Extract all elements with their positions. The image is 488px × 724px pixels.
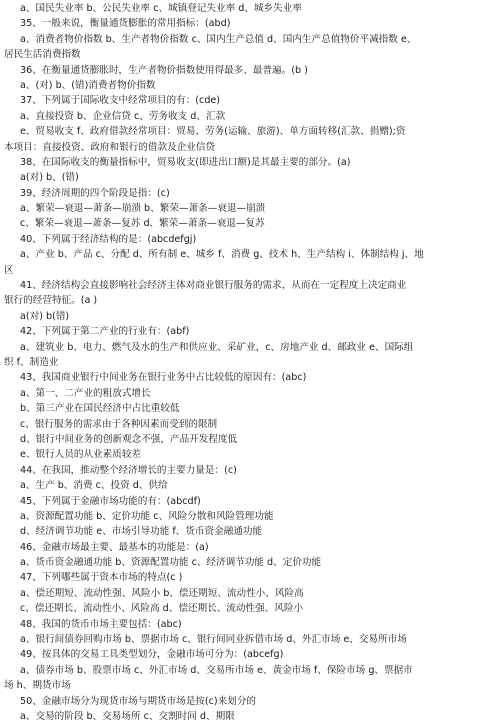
text-line: b、第三产业在国民经济中占比重较低 (20, 403, 180, 415)
text-line: 43、我国商业银行中间业务在银行业务中占比较低的原因有：(abc) (20, 372, 307, 384)
text-line: a、交易的阶段 b、交易场所 c、交割时间 d、期限 (20, 710, 235, 722)
text-line: 45、下列属于金融市场功能的有：(abcdf) (20, 495, 201, 507)
text-line: 42、下列属于第二产业的行业有：(abf) (20, 326, 190, 338)
text-line: a、产业 b、产品 c、分配 d、所有制 e、城乡 f、消费 g、技术 h、生产结构 i、体制结构 j、地 (20, 249, 424, 261)
text-line: 46、金融市场最主要、最基本的功能是：(a) (20, 541, 209, 553)
text-line: a、繁荣—衰退—萧条—崩溃 b、繁荣—萧条—衰退—崩溃 (20, 203, 266, 215)
text-line: 银行的经营特征。(a ) (4, 295, 98, 307)
text-line: 40、下列属于经济结构的是：(abcdefgj) (20, 233, 197, 245)
text-line: 35、一般来说，衡量通货膨胀的常用指标：(abd) (20, 18, 231, 30)
text-line: 41、经济结构会直接影响社会经济主体对商业银行服务的需求，从而在一定程度上决定商业 (20, 280, 407, 292)
text-line: a(对) b(错) (20, 310, 70, 322)
text-line: 48、我国的货币市场主要包括：(abc) (20, 618, 182, 630)
text-line: a、建筑业 b、电力、燃气及水的生产和供应业、采矿业，c、房地产业 d、邮政业 e、国际组 (20, 341, 414, 353)
text-line: a(对) b、(错) (20, 172, 79, 184)
text-line: a、直接投资 b、企业信贷 c、劳务收支 d、汇款 (20, 110, 226, 122)
text-line: e、银行人员的从业素质较差 (20, 449, 142, 461)
text-line: 区 (4, 264, 14, 276)
text-line: 36、在衡量通货膨胀时，生产者物价指数使用得最多、最普遍。(b ) (20, 64, 308, 76)
text-line: a、生产 b、消费 c、投资 d、供给 (20, 480, 168, 492)
text-line: 居民生活消费指数 (4, 49, 81, 61)
text-line: 50、金融市场分为现货市场与期货市场是按(c)来划分的 (20, 695, 257, 707)
text-line: 39、经济周期的四个阶段是指：(c) (20, 187, 170, 199)
text-line: 44、在我国，推动整个经济增长的主要力量是：(c) (20, 464, 237, 476)
text-line: a、债券市场 b、股票市场 c、外汇市场 d、交易所市场 e、黄金市场 f、保险市场 g、票据市 (20, 664, 413, 676)
text-line: 本项目：直接投资、政府和银行的借款及企业信贷 (4, 141, 216, 153)
text-line: c、繁荣—衰退—萧条—复苏 d、繁荣—萧条—衰退—复苏 (20, 218, 265, 230)
text-line: c、偿还期长、流动性小、风险高 d、偿还期长、流动性强、风险小 (20, 603, 304, 615)
text-line: e、贸易收支 f、政府借款经常项目：贸易、劳务(运输、旅游)、单方面转移(汇款、捐赠);资 (20, 126, 406, 138)
text-line: 38、在国际收支的衡量指标中，贸易收支(即进出口额)是其最主要的部分。(a) (20, 156, 351, 168)
text-line: d、银行中间业务的创新观念不强，产品开发程度低 (20, 433, 238, 445)
text-line: c、银行服务的需求由于各种因素而受到的限制 (20, 418, 218, 430)
text-line: a、资源配置功能 b、定价功能 c、风险分散和风险管理功能 (20, 510, 274, 522)
text-line: 场 h、期货市场 (4, 680, 71, 692)
text-line: 47、下列哪些属于资本市场的特点(c ) (20, 572, 183, 584)
text-line: a、第一、二产业的粗放式增长 (20, 387, 151, 399)
text-line: a、货币资金融通功能 b、资源配置功能 c、经济调节功能 d、定价功能 (20, 557, 322, 569)
text-line: a、银行间债券回购市场 b、票据市场 c、银行间同业拆借市场 d、外汇市场 e、交易所市场 (20, 634, 407, 646)
text-line: 49、按具体的交易工具类型划分，金融市场可分为：(abcefg) (20, 649, 284, 661)
text-line: a、偿还期短、流动性强、风险小 b、偿还期短、流动性小、风险高 (20, 587, 304, 599)
text-line: a、消费者物价指数 b、生产者物价指数 c、国内生产总值 d、国内生产总值物价平减指数 e、 (20, 33, 417, 45)
document-page (4, 1, 484, 724)
text-line: d、经济调节功能 e、市场引导功能 f、货币资金融通功能 (20, 526, 263, 538)
text-line: 织 f、制造业 (4, 356, 59, 368)
text-line: a、(对) b、(错)消费者物价指数 (20, 79, 156, 91)
text-line: 37、下列属于国际收支中经常项目的有：(cde) (20, 95, 221, 107)
text-line: a、国民失业率 b、公民失业率 c、城镇登记失业率 d、城乡失业率 (20, 3, 302, 14)
